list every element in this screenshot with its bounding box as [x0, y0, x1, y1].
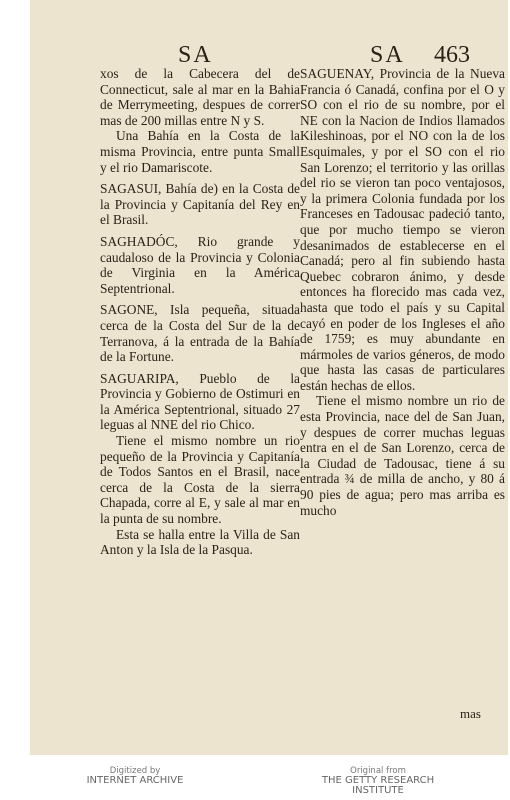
entry-sagone: SAGONE, Isla pequeña, situada cerca de la Costa del Sur de la de Terranova, á la entrada de la Bahía de la Fortune.: [100, 302, 300, 365]
entry-sagasui: SAGASUI, Bahía de) en la Costa de la Provincia y Capitanía del Rey en el Brasil.: [100, 181, 300, 228]
footer-digitized-small: Digitized by: [109, 766, 161, 776]
footer-digitized: [80, 766, 190, 786]
book-page: [30, 0, 508, 755]
footer-original: [298, 766, 458, 796]
footer-original-big: THE GETTY RESEARCH INSTITUTE: [321, 775, 435, 796]
entry-saghadoc: SAGHADÓC, Rio grande y caudaloso de la Provincia y Colonia de Virginia en la América Septentrional.: [100, 233, 300, 296]
entry-saguenay: SAGUENAY, Provincia de la Nueva Francia ó Canadá, confina por el O y SO con el rio de su nombre, por el NE con la Nacion de Indios llamados Kileshinoas, por el NO con la de los Esquimales, y por el SO con el rio San Lorenzo; el territorio y las orillas del rio se vieron tan poco ventajosos, y la primera Colonia fundada por los Franceses en Tadousac padeció tanto, que por mucho tiempo se vieron desanimados de establecerse en el Canadá; pero al fin subiendo hasta Quebec cobraron ánimo, y desde entonces ha florecido mas cada vez, hasta que todo el país y su Capital cayó en poder de los Ingleses el año de 1759; es muy abundante en mármoles de varios géneros, de modo que hasta las casas de particulares están hechas de ellos.: [300, 66, 505, 393]
footer-digitized-big: INTERNET ARCHIVE: [86, 775, 184, 786]
paragraph: Tiene el mismo nombre un rio pequeño de la Provincia y Capitanía de Todos Santos en el Brasil, nace cerca de la Costa de la sierra Chapada, corre al E, y sale al mar en la punta de su nombre.: [100, 433, 300, 527]
paragraph: Esta se halla entre la Villa de San Anton y la Isla de la Pasqua.: [100, 526, 300, 558]
entry-saguaripa: SAGUARIPA, Pueblo de la Provincia y Gobierno de Ostimuri en la América Septentrional, situado 27 leguas al NNE del rio Chico.: [100, 370, 300, 433]
running-head-left: SA: [178, 42, 213, 68]
paragraph: Una Bahía en la Costa de la misma Provincia, entre punta Small y el rio Damariscote.: [100, 128, 300, 175]
right-column: [300, 66, 505, 518]
catchword: mas: [460, 706, 481, 721]
paragraph: Tiene el mismo nombre un rio de esta Provincia, nace del de San Juan, y despues de correr muchas leguas entra en el de San Lorenzo, cerca de la Ciudad de Tadousac, tiene á su entrada ¾ de milla de ancho, y 80 á 90 pies de agua; pero mas arriba es mucho: [300, 393, 505, 518]
left-column: [100, 66, 300, 558]
running-head-right: SA: [370, 42, 405, 68]
footer-original-small: Original from: [350, 766, 406, 776]
paragraph: xos de la Cabecera del de Connecticut, sale al mar en la Bahia de Merrymeeting, despues de correr mas de 200 millas entre N y S.: [100, 66, 300, 128]
page-number: 463: [434, 42, 470, 68]
